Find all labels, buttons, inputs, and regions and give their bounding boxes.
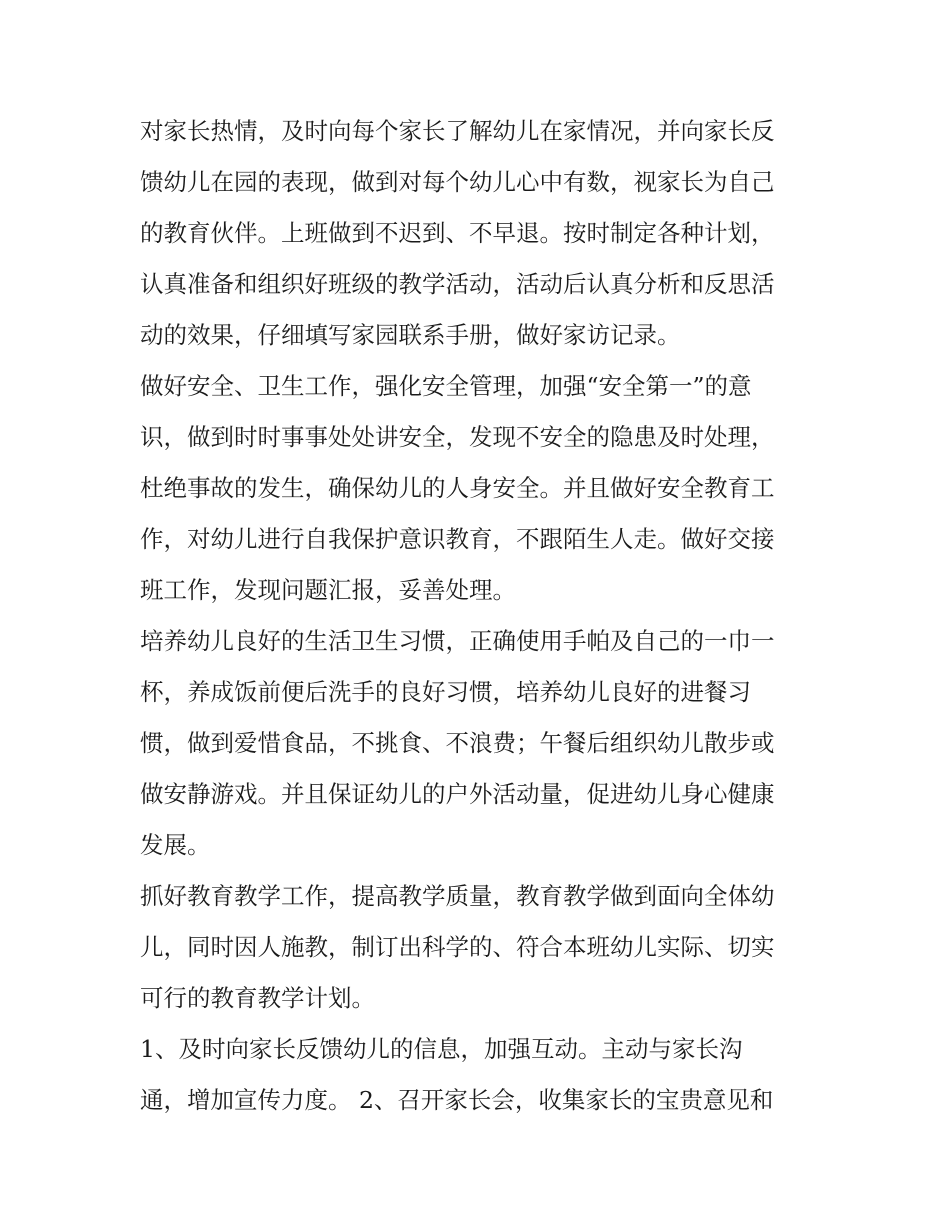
text-line: 作，对幼儿进行自我保护意识教育，不跟陌生人走。做好交接: [140, 525, 775, 553]
text-line: 对家长热情，及时向每个家长了解幼儿在家情况，并向家长反: [140, 117, 775, 145]
text-line: 动的效果，仔细填写家园联系手册，做好家访记录。: [140, 321, 681, 349]
text-line: 通，增加宣传力度。 2、召开家长会，收集家长的宝贵意见和: [140, 1086, 774, 1114]
text-line: 杯，养成饭前便后洗手的良好习惯，培养幼儿良好的进餐习: [140, 678, 751, 706]
text-line: 培养幼儿良好的生活卫生习惯，正确使用手帕及自己的一巾一: [140, 627, 775, 655]
text-line: 做好安全、卫生工作，强化安全管理，加强“安全第一”的意: [140, 372, 752, 400]
text-line: 班工作，发现问题汇报，妥善处理。: [140, 576, 516, 604]
text-line: 抓好教育教学工作，提高教学质量，教育教学做到面向全体幼: [140, 882, 775, 910]
text-line: 1、及时向家长反馈幼儿的信息，加强互动。主动与家长沟: [140, 1035, 743, 1063]
text-line: 的教育伙伴。上班做到不迟到、不早退。按时制定各种计划，: [140, 219, 775, 247]
text-line: 发展。: [140, 831, 211, 859]
text-line: 馈幼儿在园的表现，做到对每个幼儿心中有数，视家长为自己: [140, 168, 775, 196]
text-line: 惯，做到爱惜食品，不挑食、不浪费；午餐后组织幼儿散步或: [140, 729, 775, 757]
text-line: 杜绝事故的发生，确保幼儿的人身安全。并且做好安全教育工: [140, 474, 775, 502]
text-line: 儿，同时因人施教，制订出科学的、符合本班幼儿实际、切实: [140, 933, 775, 961]
text-line: 识，做到时时事事处处讲安全，发现不安全的隐患及时处理，: [140, 423, 775, 451]
document-body: [140, 106, 820, 1126]
text-line: 认真准备和组织好班级的教学活动，活动后认真分析和反思活: [140, 270, 775, 298]
text-line: 做安静游戏。并且保证幼儿的户外活动量，促进幼儿身心健康: [140, 780, 775, 808]
text-line: 可行的教育教学计划。: [140, 984, 375, 1012]
